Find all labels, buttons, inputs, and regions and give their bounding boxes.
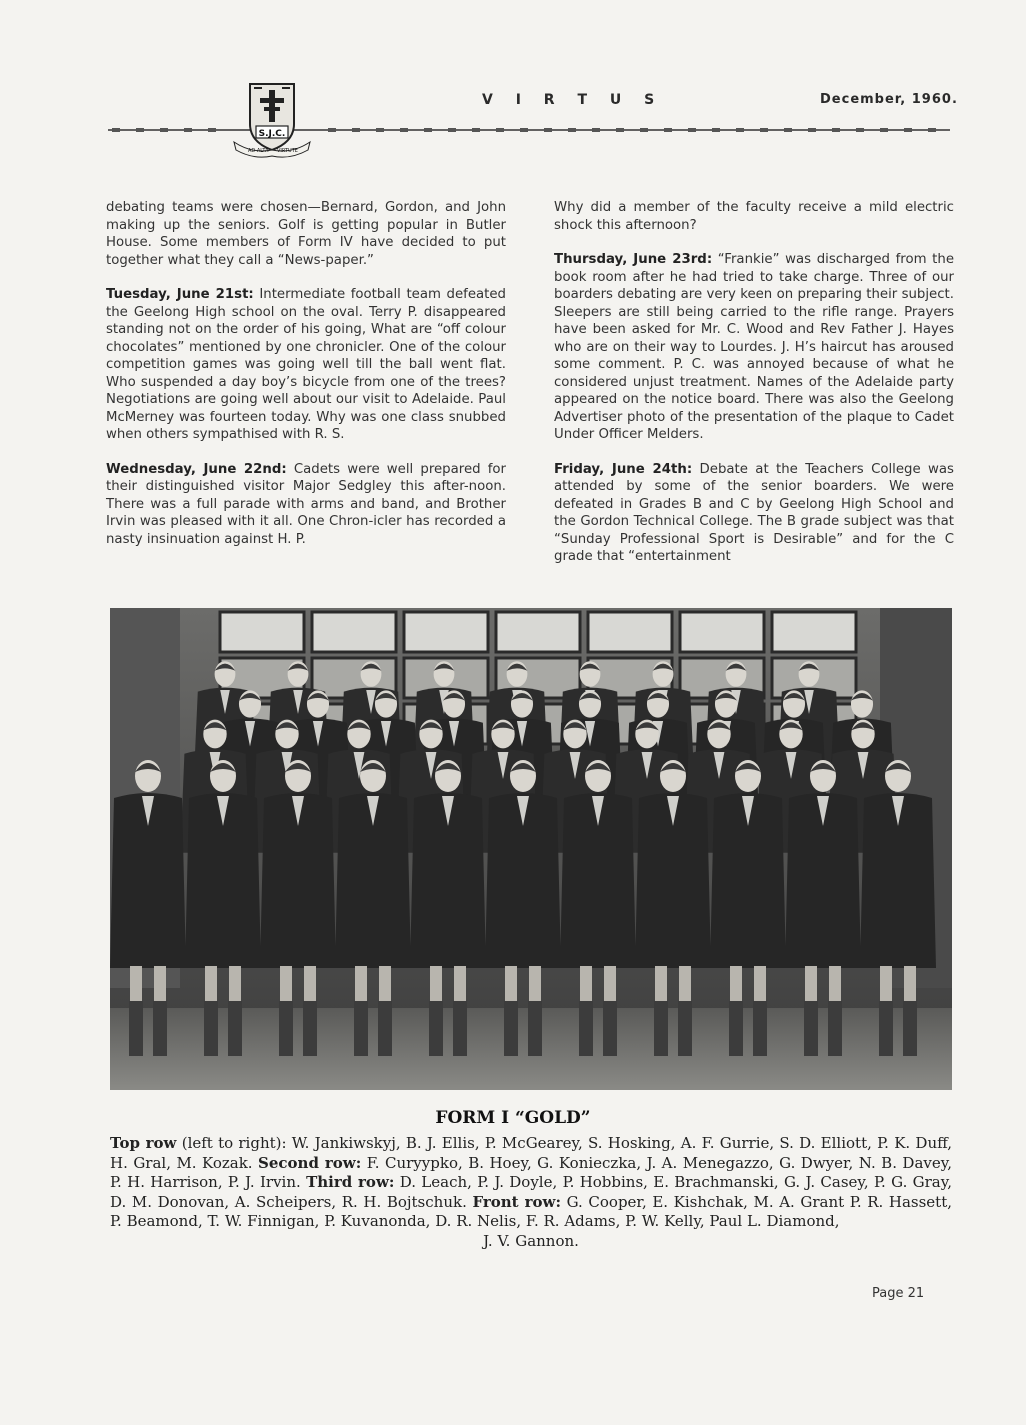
rule-tick	[736, 128, 744, 132]
rule-tick	[448, 128, 456, 132]
day-heading: Thursday, June 23rd:	[554, 252, 713, 267]
crest-motto-right: VIRTUTE	[277, 148, 298, 154]
paragraph-text: Intermediate football team defeated the Geelong High school on the oval. Terry P. disappeared standing not on the order of his going, What are “off colour chocolates” mentioned by one chronicler. One of the colour competition games was going well till the ball went flat. Who suspended a day boy’s bicycle from one of the trees? Negotiations are going well about our visit to Adelaide. Paul McMerney was fourteen today. Why was one class snubbed when others sympathised with R. S.	[106, 287, 506, 442]
window-pane	[772, 612, 856, 652]
window-pane	[312, 612, 396, 652]
rule-tick	[760, 128, 768, 132]
paragraph	[554, 251, 954, 444]
rule-tick	[184, 128, 192, 132]
rule-tick	[832, 128, 840, 132]
window-pane	[404, 612, 488, 652]
paragraph-text: Cadets were well prepared for their distinguished visitor Major Sedgley this after-noon. There was a full parade with arms and band, and Brother Irvin was pleased with it all. One Chron-icler has recorded a nasty insinuation against H. P.	[106, 461, 507, 547]
rule-tick	[904, 128, 912, 132]
rule-tick	[160, 128, 168, 132]
issue-date: December, 1960.	[820, 92, 958, 107]
caption-title: FORM I “GOLD”	[435, 1108, 591, 1128]
day-heading: Tuesday, June 21st:	[106, 287, 254, 302]
rule-tick	[544, 128, 552, 132]
day-heading: Wednesday, June 22nd:	[106, 461, 287, 477]
paragraph-text: debating teams were chosen—Bernard, Gordon, and John making up the seniors. Golf is getting popular in Butler House. Some members of Form IV have decided to put together what they call a “News-paper.”	[106, 200, 506, 268]
group-photo	[110, 608, 952, 1090]
rule-tick	[136, 128, 144, 132]
paragraph	[106, 461, 506, 549]
rule-tick	[808, 128, 816, 132]
rule-tick	[664, 128, 672, 132]
paragraph	[106, 199, 506, 269]
window-pane	[588, 612, 672, 652]
rule-tick	[784, 128, 792, 132]
window-pane	[680, 612, 764, 652]
day-heading: Friday, June 24th:	[554, 461, 693, 477]
rule-tick	[688, 128, 696, 132]
rule-tick	[400, 128, 408, 132]
paragraph-text: “Frankie” was discharged from the book room after he had tried to take charge. Three of our boarders debating are very keen on preparing their subject. Sleepers are still being carried to the rifle range. Prayers have been asked for Mr. C. Wood and Rev Father J. Hayes who are on their way to Lourdes. J. H’s haircut has aroused some comment. P. C. was annoyed because of what he considered unjust treatment. Names of the Adelaide party appeared on the notice board. There was also the Geelong Advertiser photo of the presentation of the plaque to Cadet Under Officer Melders.	[554, 252, 954, 442]
caption-last-line: J. V. Gannon.	[483, 1231, 579, 1250]
paragraph-text: Debate at the Teachers College was attended by some of the senior boarders. We were defeated in Grades B and C by Geelong High School and the Gordon Technical College. The B grade subject was that “Sunday Professional Sport is Desirable” and for the C grade that “entertainment	[554, 461, 954, 564]
rule-tick	[376, 128, 384, 132]
paragraph	[106, 286, 506, 444]
window-pane	[496, 612, 580, 652]
row-label: Top row	[110, 1134, 177, 1152]
paragraph	[554, 199, 954, 234]
row-label: Front row:	[472, 1192, 561, 1211]
row-names: G. Cooper, E. Kishchak, M. A. Grant P. R. Hassett, P. Beamond, T. W. Finnigan, P. Kuvanonda, D. R. Nelis, F. R. Adams, P. W. Kelly, Paul L. Diamond,	[110, 1192, 952, 1230]
row-names: F. Curyypko, B. Hoey, G. Konieczka, J. A. Menegazzo, G. Dwyer, N. B. Davey, P. H. Harrison, P. J. Irvin.	[110, 1153, 953, 1191]
crest-motto-left: AD ALTA	[248, 148, 269, 154]
rule-tick	[568, 128, 576, 132]
row-names: D. Leach, P. J. Doyle, P. Hobbins, E. Brachmanski, G. J. Casey, P. G. Gray, D. M. Donovan, A. Scheipers, R. H. Bojtschuk.	[110, 1173, 952, 1211]
rule-tick	[112, 128, 120, 132]
paragraph-text: Why did a member of the faculty receive a mild electric shock this afternoon?	[554, 200, 954, 233]
rule-tick	[928, 128, 936, 132]
rule-tick	[472, 128, 480, 132]
row-label: Second row:	[258, 1153, 362, 1172]
rule-tick	[352, 128, 360, 132]
row-names: (left to right): W. Jankiwskyj, B. J. Ellis, P. McGearey, S. Hosking, A. F. Gurrie, S. D. Elliott, P. K. Duff, H. Gral, M. Kozak.	[110, 1134, 952, 1172]
rule-tick	[424, 128, 432, 132]
rule-tick	[640, 128, 648, 132]
rule-tick	[856, 128, 864, 132]
window-pane	[220, 612, 304, 652]
rule-tick	[880, 128, 888, 132]
rule-tick	[616, 128, 624, 132]
rule-tick	[712, 128, 720, 132]
school-crest-icon	[232, 80, 312, 158]
rule-tick	[592, 128, 600, 132]
rule-tick	[328, 128, 336, 132]
rule-tick	[496, 128, 504, 132]
paragraph	[554, 461, 954, 566]
row-label: Third row:	[306, 1173, 395, 1191]
right-column	[554, 199, 954, 583]
rule-tick	[208, 128, 216, 132]
rule-tick	[520, 128, 528, 132]
magazine-title: V I R T U S	[482, 92, 664, 108]
crest-initials: S.J.C.	[258, 129, 286, 139]
photo-caption	[110, 1134, 952, 1251]
left-column	[106, 199, 506, 565]
page-number: Page 21	[872, 1286, 925, 1301]
